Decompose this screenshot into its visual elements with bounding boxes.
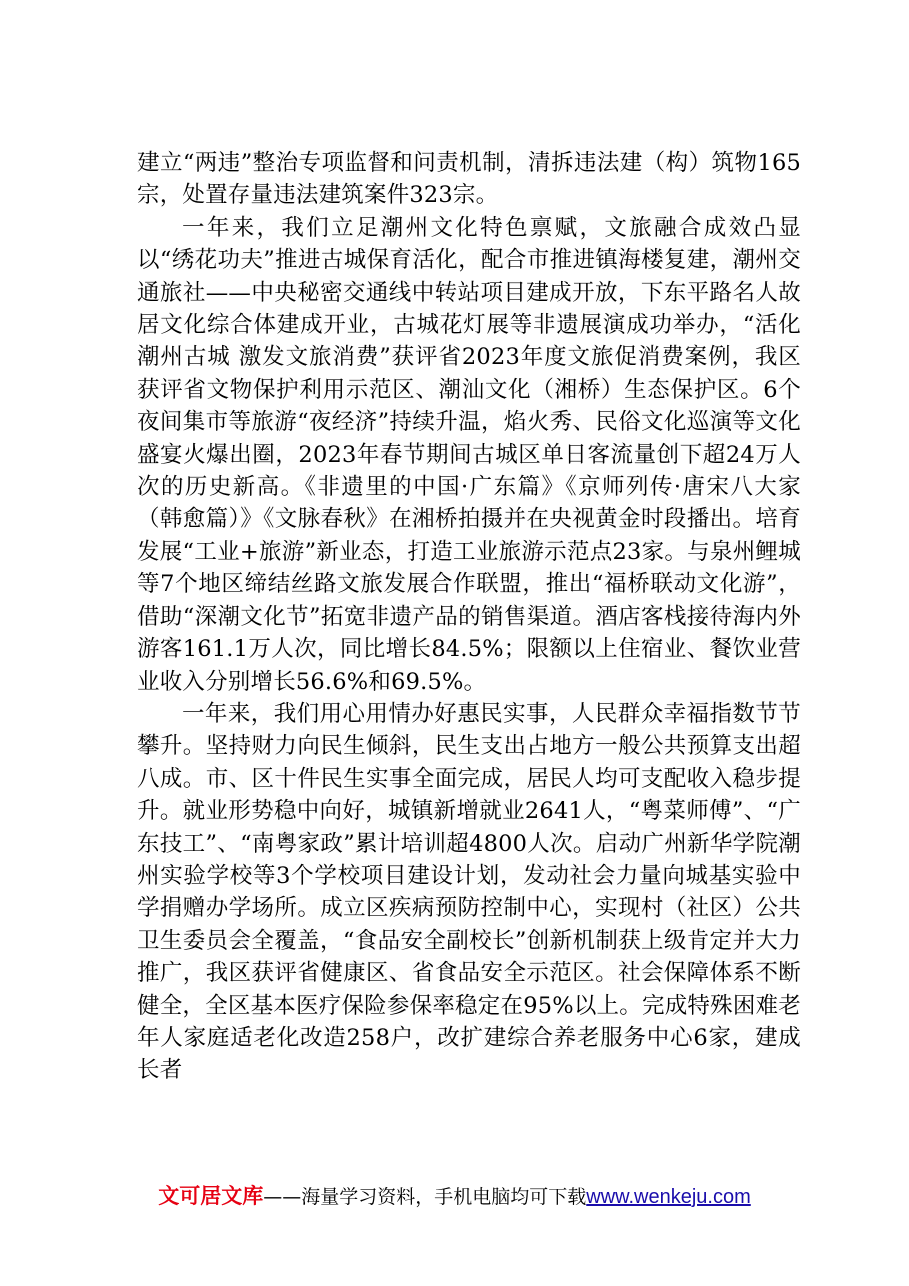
footer-banner <box>0 1181 909 1212</box>
website-link[interactable]: www.wenkeju.com <box>586 1186 751 1208</box>
paragraph-2: 一年来，我们立足潮州文化特色禀赋，文旅融合成效凸显以“绣花功夫”推进古城保育活化，配合市推进镇海楼复建，潮州交通旅社——中央秘密交通线中转站项目建成开放，下东平路名人故居文化综合体建成开业，古城花灯展等非遗展演成功举办，“活化潮州古城 激发文旅消费”获评省2023年度文旅促消费案例，我区获评省文物保护利用示范区、潮汕文化（湘桥）生态保护区。6个夜间集市等旅游“夜经济”持续升温，焰火秀、民俗文化巡演等文化盛宴火爆出圈，2023年春节期间古城区单日客流量创下超24万人次的历史新高。《非遗里的中国·广东篇》《京师列传·唐宋八大家（韩愈篇）》《文脉春秋》在湘桥拍摄并在央视黄金时段播出。培育发展“工业+旅游”新业态，打造工业旅游示范点23家。与泉州鲤城等7个地区缔结丝路文旅发展合作联盟，推出“福桥联动文化游”，借助“深潮文化节”拓宽非遗产品的销售渠道。酒店客栈接待海内外游客161.1万人次，同比增长84.5%；限额以上住宿业、餐饮业营业收入分别增长56.6%和69.5%。 <box>137 214 801 695</box>
paragraph-1: 建立“两违”整治专项监督和问责机制，清拆违法建（构）筑物165宗，处置存量违法建筑案件323宗。 <box>137 150 801 209</box>
footer-slogan: ——海量学习资料，手机电脑均可下载 <box>263 1186 587 1208</box>
paragraph-3: 一年来，我们用心用情办好惠民实事，人民群众幸福指数节节攀升。坚持财力向民生倾斜，民生支出占地方一般公共预算支出超八成。市、区十件民生实事全面完成，居民人均可支配收入稳步提升。就业形势稳中向好，城镇新增就业2641人，“粤菜师傅”、“广东技工”、“南粤家政”累计培训超4800人次。启动广州新华学院潮州实验学校等3个学校项目建设计划，发动社会力量向城基实验中学捐赠办学场所。成立区疾病预防控制中心，实现村（社区）公共卫生委员会全覆盖，“食品安全副校长”创新机制获上级肯定并大力推广，我区获评省健康区、省食品安全示范区。社会保障体系不断健全，全区基本医疗保险参保率稳定在95%以上。完成特殊困难老年人家庭适老化改造258户，改扩建综合养老服务中心6家，建成长者 <box>137 700 801 1084</box>
brand-name: 文可居文库 <box>158 1184 264 1208</box>
document-body <box>137 147 801 1087</box>
